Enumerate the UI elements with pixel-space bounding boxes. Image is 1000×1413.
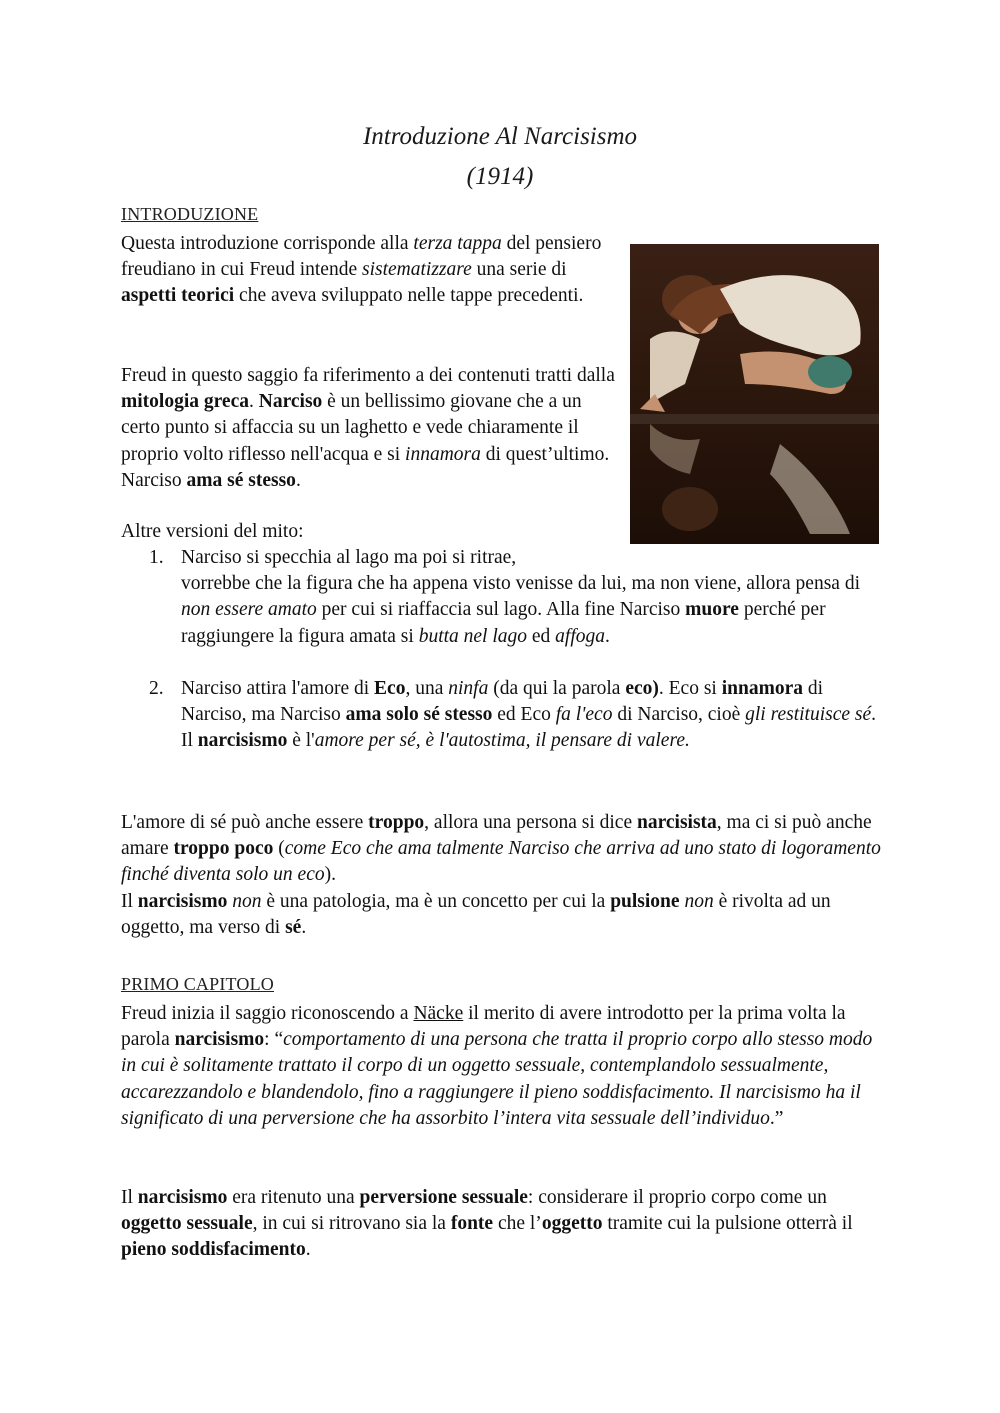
bold-text: pulsione: [610, 890, 680, 912]
paragraph-intro-2: [121, 363, 621, 494]
text-run: vorrebbe che la figura che ha appena visto venisse da lui, ma non viene, allora pensa di: [181, 573, 860, 595]
list-item-text: [181, 547, 860, 647]
text-run: Narciso si specchia al lago ma poi si ritrae,: [181, 547, 517, 568]
text-run: per cui si riaffaccia sul lago. Alla fine Narciso: [316, 599, 686, 621]
italic-text: butta nel lago: [418, 625, 528, 647]
text-run: , una: [405, 677, 449, 699]
italic-text: non: [684, 890, 714, 912]
italic-text: come Eco che ama talmente Narciso che arriva ad uno stato di logoramento finché diventa solo un eco: [121, 838, 881, 886]
bold-text: innamora: [721, 677, 803, 699]
section-heading-primo-capitolo: PRIMO CAPITOLO: [121, 974, 274, 994]
text-run: Freud in questo saggio fa riferimento a dei contenuti tratti dalla: [121, 365, 615, 386]
text-run: del pensiero freudiano in cui Freud intende: [121, 233, 602, 281]
myth-versions-list: [121, 545, 881, 754]
text-run: ed: [527, 625, 556, 647]
text-run: .”: [769, 1107, 784, 1129]
text-run: Narciso attira l'amore di: [181, 677, 375, 699]
bold-text: narcisismo: [137, 1187, 228, 1208]
bold-text: ama solo sé stesso: [345, 704, 493, 726]
text-run: che l’: [493, 1213, 542, 1235]
text-run: di Narciso, cioè: [612, 704, 746, 726]
bold-text: Eco: [374, 677, 406, 699]
bold-text: narcisismo: [137, 890, 228, 912]
bold-text: aspetti teorici: [121, 285, 235, 307]
text-run: (: [273, 838, 285, 860]
text-run: è un bellissimo giovane che a un certo punto si affaccia su un laghetto e vede chiaramente il proprio volto riflesso nell'acqua e si: [121, 391, 582, 465]
bold-text: narcisismo: [197, 730, 288, 752]
italic-text: non: [232, 890, 262, 912]
text-run: Altre versioni del mito:: [121, 521, 304, 542]
text-run: L'amore di sé può anche essere: [121, 812, 369, 833]
text-run: perché per raggiungere la figura amata si: [181, 599, 826, 647]
text-run: , allora una persona si dice: [424, 812, 637, 833]
bold-text: mitologia greca: [121, 391, 249, 413]
list-item-number: 2.: [149, 677, 164, 699]
bold-text: oggetto sessuale: [121, 1213, 253, 1235]
text-run: (da qui la parola: [488, 677, 626, 699]
text-run: era ritenuto una: [227, 1187, 360, 1208]
paragraph-chapter1-1: [121, 1001, 881, 1132]
bold-text: perversione sessuale: [359, 1187, 528, 1208]
text-run: .: [605, 625, 610, 647]
italic-text: gli restituisce sé: [745, 704, 872, 726]
text-run: il merito di avere introdotto per la prima volta la parola: [121, 1003, 846, 1051]
page-subtitle-year: (1914): [466, 163, 534, 190]
list-item: [149, 676, 881, 755]
paragraph-chapter1-2: [121, 1185, 881, 1264]
bold-text: ama sé stesso: [186, 469, 296, 491]
text-run: .: [305, 1239, 311, 1261]
text-run: è una patologia, ma è un concetto per cui la: [261, 890, 611, 912]
list-item-text: [181, 678, 876, 751]
section-heading-introduzione: INTRODUZIONE: [121, 204, 259, 224]
italic-text: non essere amato: [181, 599, 317, 621]
text-run: Il: [121, 1187, 138, 1208]
paragraph-intro-1: [121, 231, 621, 310]
page-title: Introduzione Al Narcisismo: [362, 123, 638, 150]
list-item-number: 1.: [149, 547, 164, 568]
text-run: Questa introduzione corrisponde alla: [121, 233, 414, 254]
text-run: ).: [324, 864, 336, 886]
bold-text: troppo poco: [173, 838, 274, 860]
italic-text: affoga: [555, 625, 606, 647]
text-run: Freud inizia il saggio riconoscendo a: [121, 1003, 414, 1024]
text-run: una serie di: [471, 259, 567, 281]
text-run: : “: [264, 1029, 284, 1051]
bold-text: Narciso: [258, 391, 323, 413]
paragraph-versions-label: [121, 519, 621, 545]
text-run: è rivolta ad un oggetto, ma verso di: [121, 890, 831, 938]
text-run: tramite cui la pulsione otterrà il: [602, 1213, 853, 1235]
text-run: di Narciso, ma Narciso: [181, 677, 824, 726]
text-run: è l': [287, 730, 315, 752]
text-run: che aveva sviluppato nelle tappe precedenti.: [234, 285, 584, 307]
italic-text: terza tappa: [413, 233, 502, 254]
bold-text: fonte: [450, 1213, 494, 1235]
italic-text: sistematizzare: [361, 259, 472, 281]
bold-text: pieno soddisfacimento: [121, 1239, 306, 1261]
bold-text: narcisismo: [174, 1029, 265, 1051]
text-run: . Il: [181, 704, 877, 752]
bold-text: muore: [685, 599, 739, 621]
bold-text: eco): [625, 677, 659, 699]
paragraph-intro-4: [121, 810, 881, 941]
text-run: . Eco si: [658, 677, 722, 699]
italic-text: comportamento di una persona che tratta il proprio corpo allo stesso modo in cui è solitamente trattato il corpo di un oggetto sessuale, contemplandolo sessualmente, accarezzandolo e blandendolo, fino a raggiungere il pieno soddisfacimento. Il narcisismo ha il significato di una perversione che ha assorbito l’intera vita sessuale dell’individuo: [121, 1029, 873, 1129]
italic-text: ninfa: [448, 677, 489, 699]
text-run: .: [248, 391, 259, 413]
underlined-text: Näcke: [413, 1003, 464, 1024]
bold-text: sé: [285, 916, 302, 938]
italic-text: amore per sé, è l'autostima, il pensare di valere.: [314, 730, 690, 752]
bold-text: narcisista: [636, 812, 717, 833]
text-run: , ma ci si può anche amare: [121, 812, 872, 860]
list-item: [149, 545, 881, 650]
text-run: , in cui si ritrovano sia la: [252, 1213, 451, 1235]
bold-text: oggetto: [541, 1213, 603, 1235]
italic-text: fa l'eco: [555, 704, 613, 726]
text-run: di quest’ultimo. Narciso: [121, 443, 610, 491]
italic-text: innamora: [405, 443, 481, 465]
text-run: : considerare il proprio corpo come un: [527, 1187, 827, 1208]
text-run: Il: [121, 890, 138, 912]
bold-text: troppo: [368, 812, 425, 833]
text-run: .: [295, 469, 301, 491]
text-run: .: [301, 916, 307, 938]
narcissus-painting-icon: [630, 244, 879, 544]
text-run: ed Eco: [492, 704, 556, 726]
